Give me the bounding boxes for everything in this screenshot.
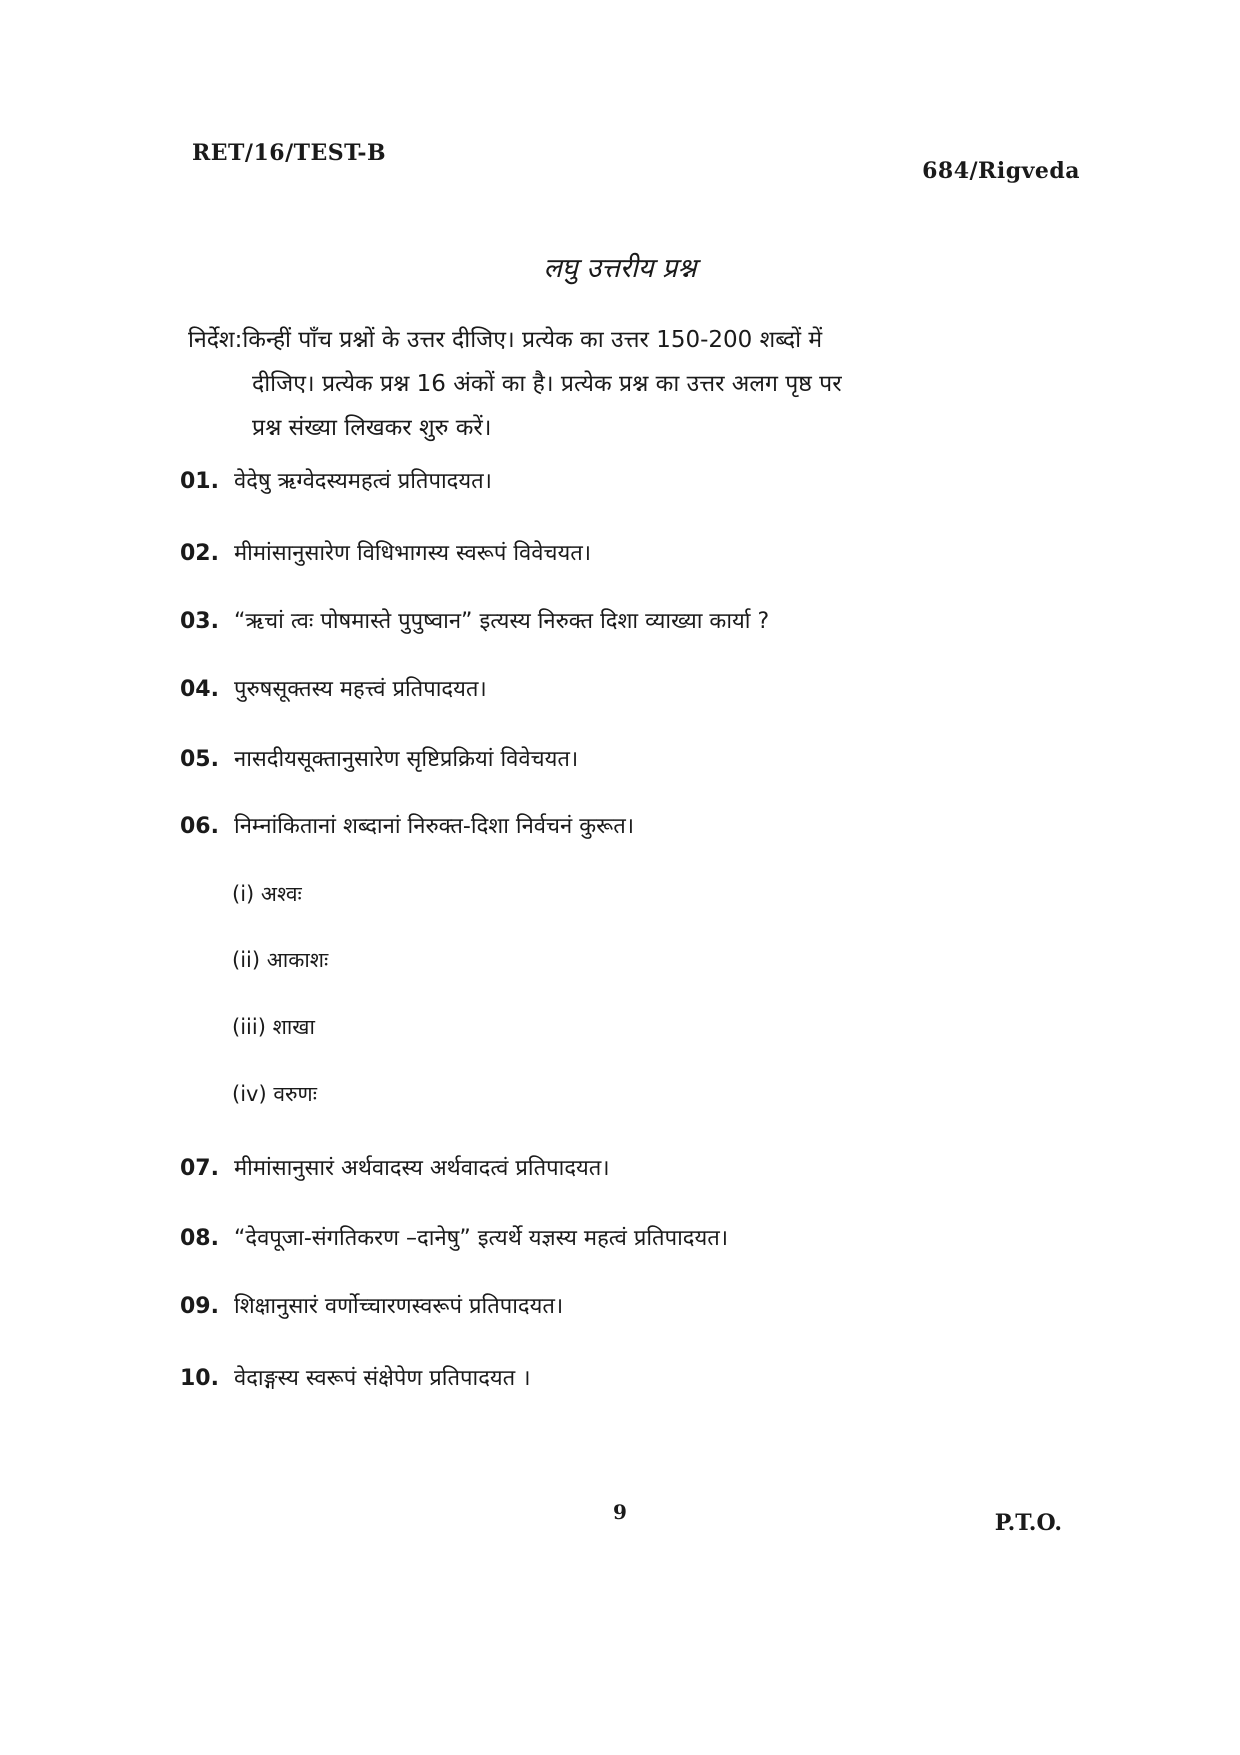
question-number: 04. (180, 677, 219, 702)
question-text: मीमांसानुसारं अर्थवादस्य अर्थवादत्वं प्रतिपादयत। (234, 1156, 610, 1181)
question-number: 08. (180, 1226, 219, 1251)
question-text: पुरुषसूक्तस्य महत्त्वं प्रतिपादयत। (234, 677, 487, 702)
question-item (180, 537, 591, 567)
question-text: शिक्षानुसारं वर्णोच्चारणस्वरूपं प्रतिपादयत। (234, 1294, 564, 1319)
question-number: 06. (180, 814, 219, 839)
question-text: नासदीयसूक्तानुसारेण सृष्टिप्रक्रियां विवेचयत। (234, 747, 579, 772)
question-item (180, 743, 578, 773)
question-text: “देवपूजा-संगतिकरण –दानेषु” इत्यर्थे यज्ञस्य महत्वं प्रतिपादयत। (234, 1226, 729, 1251)
test-code: RET/16/TEST-B (192, 140, 387, 166)
question-item (180, 1222, 728, 1252)
question-item (180, 605, 769, 635)
page-number: 9 (613, 1500, 627, 1524)
question-number: 02. (180, 541, 219, 566)
question-number: 07. (180, 1156, 219, 1181)
instructions-label: निर्देश: (188, 327, 243, 353)
question-number: 10. (180, 1366, 219, 1391)
question-item (180, 1290, 563, 1320)
section-heading: लघु उत्तरीय प्रश्न (543, 253, 697, 284)
instructions-line-1: किन्हीं पाँच प्रश्नों के उत्तर दीजिए। प्रत्येक का उत्तर 150-200 शब्दों में (242, 327, 823, 353)
question-number: 01. (180, 469, 219, 494)
please-turn-over: P.T.O. (994, 1510, 1062, 1536)
question-item (180, 673, 487, 703)
instructions-line-2: दीजिए। प्रत्येक प्रश्न 16 अंकों का है। प्रत्येक प्रश्न का उत्तर अलग पृष्ठ पर (252, 371, 842, 397)
subitem: (iv) वरुणः (232, 1082, 317, 1106)
question-item (180, 465, 492, 495)
subitem: (iii) शाखा (232, 1015, 315, 1039)
question-item (180, 810, 634, 840)
subitem: (ii) आकाशः (232, 948, 329, 972)
question-number: 09. (180, 1294, 219, 1319)
question-text: वेदेषु ऋग्वेदस्यमहत्वं प्रतिपादयत। (234, 469, 492, 494)
question-number: 05. (180, 747, 219, 772)
question-text: निम्नांकितानां शब्दानां निरुक्त-दिशा निर्वचनं कुरूत। (234, 814, 635, 839)
question-text: “ऋचां त्वः पोषमास्ते पुपुष्वान” इत्यस्य निरुक्त दिशा व्याख्या कार्या ? (234, 609, 770, 634)
question-item (180, 1362, 531, 1392)
instructions-line-3: प्रश्न संख्या लिखकर शुरु करें। (252, 415, 492, 441)
instructions (188, 318, 1088, 450)
question-text: मीमांसानुसारेण विधिभागस्य स्वरूपं विवेचयत। (234, 541, 592, 566)
question-text: वेदाङ्गस्य स्वरूपं संक्षेपेण प्रतिपादयत । (234, 1366, 531, 1391)
question-item (180, 1152, 610, 1182)
question-number: 03. (180, 609, 219, 634)
subject-code: 684/Rigveda (922, 158, 1080, 184)
subitem: (i) अश्वः (232, 882, 302, 906)
